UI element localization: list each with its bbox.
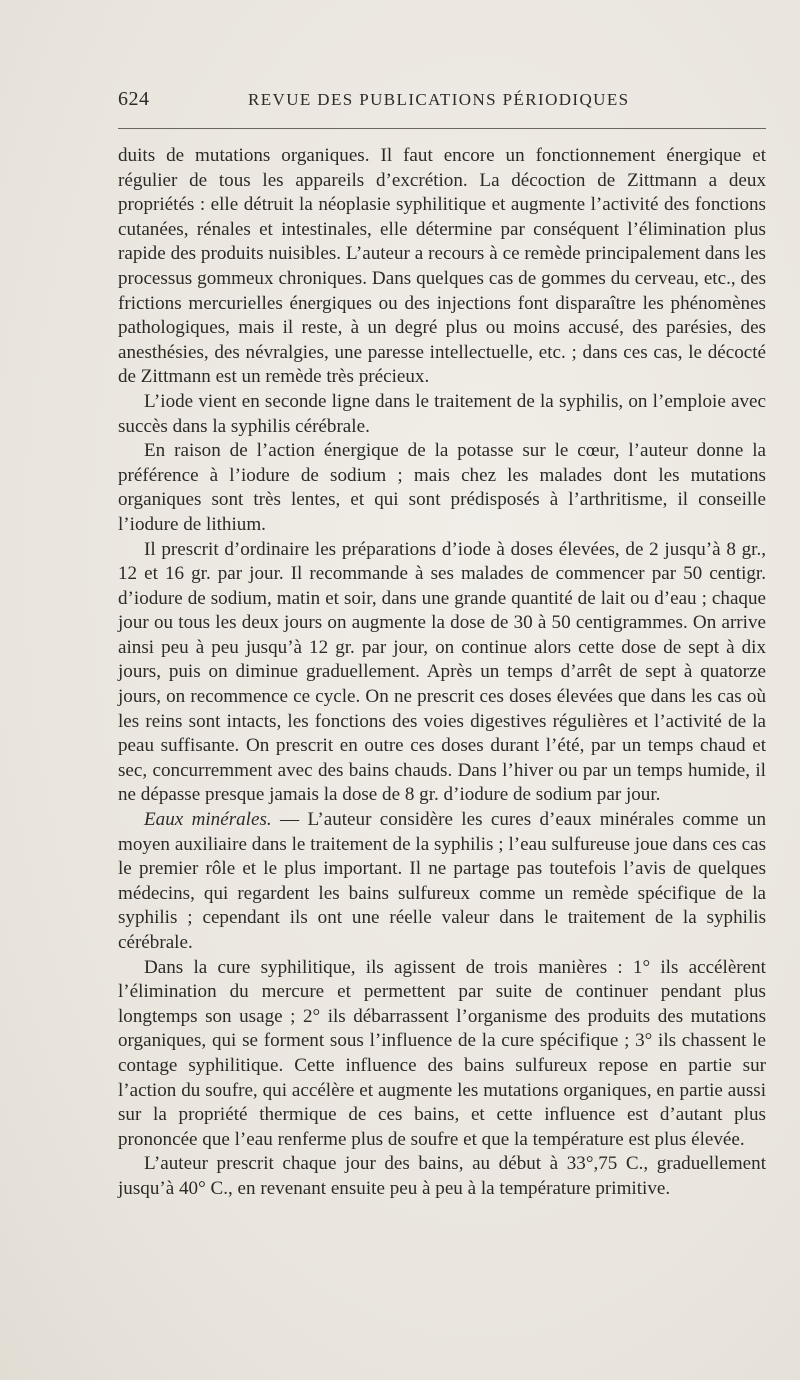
- section-intro: — L’auteur considère les cures d’eaux minérales comme un moyen auxiliaire dans le traitement de la syphilis ; l’eau sulfureuse joue dans ces cas le premier rôle et le plus important. Il ne partage pas toutefois l’avis de quelques médecins, qui regardent les bains sulfureux comme un remède spécifique de la syphilis ; cependant ils ont une réelle valeur dans le traitement de la syphilis cérébrale.: [118, 809, 766, 953]
- paragraph-bains: L’auteur prescrit chaque jour des bains, au début à 33°,75 C., graduellement jusqu’à 40° C., en revenant ensuite peu à peu à la température primitive.: [118, 1153, 766, 1199]
- paragraph-continuation: duits de mutations organiques. Il faut encore un fonctionnement énergique et régulier de tous les appareils d’excrétion. La décoction de Zittmann a deux propriétés : elle détruit la néoplasie syphilitique et augmente l’activité des fonctions cutanées, rénales et intestinales, elle détermine par conséquent l’élimination plus rapide des produits nuisibles. L’auteur a recours à ce remède principalement dans les processus gommeux chroniques. Dans quelques cas de gommes du cerveau, etc., des frictions mercurielles énergiques ou des injections font disparaître les phénomènes pathologiques, mais il reste, à un degré plus ou moins accusé, des parésies, des anesthésies, des névralgies, une paresse intellectuelle, etc. ; dans ces cas, le décocté de Zittmann est un remède très précieux.: [118, 145, 766, 388]
- paragraph-potasse: En raison de l’action énergique de la potasse sur le cœur, l’auteur donne la préférence à l’iodure de sodium ; mais chez les malades dont les mutations organiques sont très lentes, et qui sont prédisposés à l’arthritisme, il conseille l’iodure de lithium.: [118, 440, 766, 535]
- header-rule: [118, 128, 766, 129]
- body-text: [118, 144, 766, 1202]
- running-title: REVUE DES PUBLICATIONS PÉRIODIQUES: [248, 90, 630, 109]
- paragraph-doses: Il prescrit d’ordinaire les préparations d’iode à doses élevées, de 2 jusqu’à 8 gr., 12 et 16 gr. par jour. Il recommande à ses malades de commencer par 50 centigr. d’iodure de sodium, matin et soir, dans une grande quantité de lait ou d’eau ; chaque jour ou tous les deux jours on augmente la dose de 30 à 50 centigrammes. On arrive ainsi peu à peu jusqu’à 12 gr. par jour, on continue alors cette dose de sept à dix jours, puis on diminue graduellement. Après un temps d’arrêt de sept à quatorze jours, on recommence ce cycle. On ne prescrit ces doses élevées que dans les cas où les reins sont intacts, les fonctions des voies digestives régulières et l’activité de la peau suffisante. On prescrit en outre ces doses durant l’été, par un temps chaud et sec, concurremment avec des bains chauds. Dans l’hiver ou par un temps humide, il ne dépasse presque jamais la dose de 8 gr. d’iodure de sodium par jour.: [118, 538, 766, 806]
- paragraph-iode: L’iode vient en seconde ligne dans le traitement de la syphilis, on l’emploie avec succès dans la syphilis cérébrale.: [118, 390, 766, 437]
- section-heading: Eaux minérales.: [144, 809, 272, 831]
- page-number: 624: [118, 88, 150, 110]
- paragraph-cure: Dans la cure syphilitique, ils agissent de trois manières : 1° ils accélèrent l’élimination du mercure et permettent par suite de continuer pendant plus longtemps son usage ; 2° ils débarrassent l’organisme des produits des mutations organiques, qui se forment sous l’influence de la cure spécifique ; 3° ils chassent le contage syphilitique. Cette influence des bains sulfureux repose en partie sur l’action du soufre, qui accélère et augmente les mutations organiques, en partie aussi sur la propriété thermique de ces bains, et cette influence est d’autant plus prononcée que l’eau renferme plus de soufre et que la température est plus élevée.: [118, 956, 766, 1150]
- page-header: [118, 88, 766, 118]
- paragraph-eaux-minerales: [118, 808, 766, 956]
